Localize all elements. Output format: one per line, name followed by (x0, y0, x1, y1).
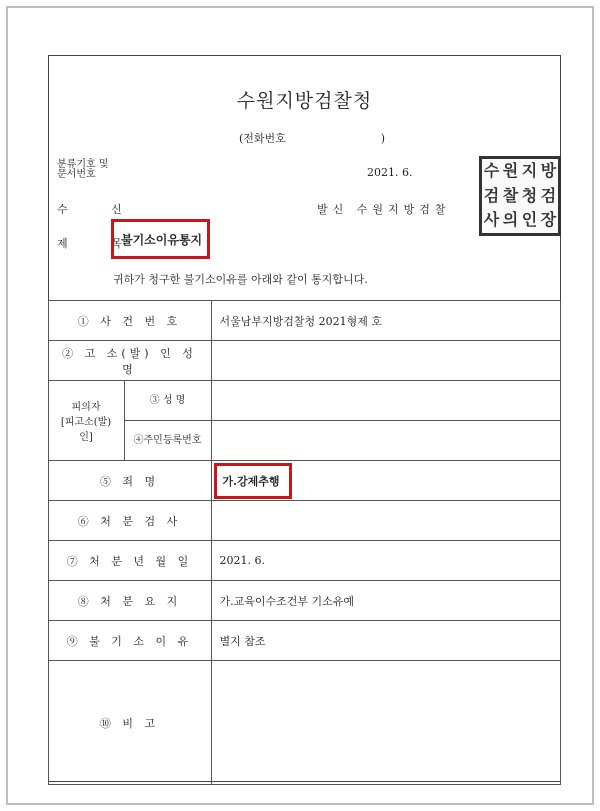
remarks-value (211, 661, 560, 785)
table-row (48, 581, 560, 621)
disposition-gist-value: 가.교육이수조건부 기소유예 (211, 581, 560, 621)
table-row (48, 501, 560, 541)
subject-label: 제 목 (57, 237, 142, 250)
disposition-date-label: ⑦ 처 분 년 월 일 (48, 541, 211, 581)
table-row (48, 301, 560, 341)
reason-value: 별지 참조 (211, 621, 560, 661)
classification-line-2: 문서번호 (57, 169, 96, 180)
phone-number-line (239, 130, 385, 146)
recipient-label: 수 신 (57, 203, 142, 216)
issuer-title: 수원지방검찰청 (236, 90, 373, 112)
table-row (48, 421, 560, 461)
disposition-gist-label: ⑧ 처 분 요 지 (48, 581, 211, 621)
prosecutor-value (211, 501, 560, 541)
remarks-label: ⑩ 비 고 (48, 661, 211, 785)
reason-label: ⑨ 불 기 소 이 유 (48, 621, 211, 661)
name-label: ③ 성 명 (124, 381, 211, 421)
table-row (48, 341, 560, 381)
rrn-value (211, 421, 560, 461)
charge-highlight: 가.강제추행 (214, 463, 293, 499)
disposition-date-value: 2021. 6. (211, 541, 560, 581)
table-row (48, 661, 560, 785)
sender: 발신 수원지방검찰 (317, 203, 451, 216)
classification-label (57, 160, 108, 180)
rrn-label: ④주민등록번호 (124, 421, 211, 461)
charge-value (211, 461, 560, 501)
name-value (211, 381, 560, 421)
suspect-label: 피의자 [피고소(발)인] (48, 381, 124, 461)
table-row (48, 381, 560, 421)
case-no-label: ① 사 건 번 호 (48, 301, 211, 341)
document-date: 2021. 6. (367, 166, 413, 179)
classification-line-1: 분류기호 및 (57, 159, 109, 170)
phone-close: ) (380, 132, 386, 145)
complainant-label: ② 고 소(발) 인 성 명 (48, 341, 211, 381)
complainant-value (211, 341, 560, 381)
case-no-value: 서울남부지방검찰청 2021형제 호 (211, 301, 560, 341)
subject-highlight: 불기소이유통지 (111, 219, 210, 259)
official-seal: 수 원 지 방 검 찰 청 검 사 의 인 장 (479, 156, 561, 236)
table-row (48, 621, 560, 661)
prosecutor-label: ⑥ 처 분 검 사 (48, 501, 211, 541)
notice-document (48, 55, 561, 782)
table-row (48, 461, 560, 501)
intro-text: 귀하가 청구한 불기소이유를 아래와 같이 통지합니다. (113, 273, 368, 286)
charge-label: ⑤ 죄 명 (48, 461, 211, 501)
phone-label: (전화번호 (239, 132, 286, 145)
notice-table (48, 300, 561, 785)
table-row (48, 541, 560, 581)
